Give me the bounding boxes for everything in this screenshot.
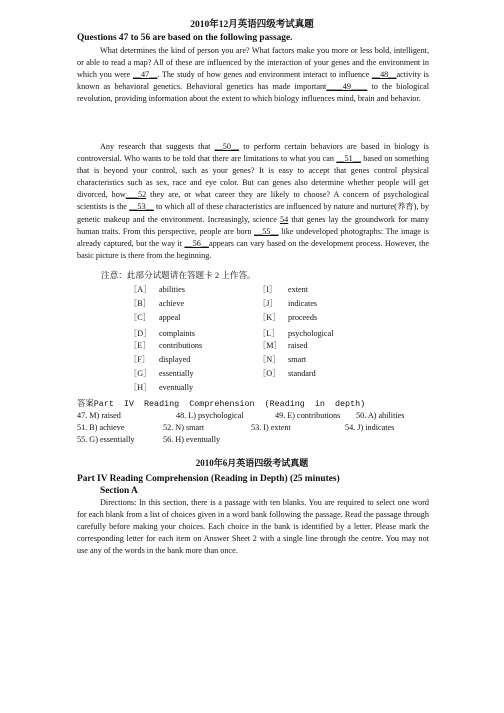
answer-title: 答案Part IV Reading Comprehension (Reading in depth) (77, 399, 366, 409)
section-a-heading: Section A (100, 486, 138, 496)
word-bank-item: ［H］ eventually (129, 383, 194, 392)
word-bank-item: ［A］ abilities (129, 285, 185, 294)
blank-48: __48__ (371, 70, 397, 80)
section-heading: Questions 47 to 56 are based on the following passage. (77, 33, 293, 43)
word-bank-item: ［F］ displayed (129, 355, 191, 364)
answer-item: 55. G) essentially (77, 435, 135, 444)
second-exam-title: 2010年6月英语四级考试真题 (195, 458, 309, 468)
answer-item: 50. A) abilities (356, 411, 405, 420)
answer-item: 51. B) achieve (77, 423, 125, 432)
word-bank-item: ［I］ extent (258, 285, 309, 294)
word-bank-item: ［M］ raised (258, 341, 308, 350)
blank-50: __50__ (214, 142, 240, 151)
blank-49: ____49____ (326, 82, 368, 92)
word-bank-item: ［C］ appeal (129, 313, 181, 322)
blank-54: 54 (280, 214, 289, 224)
passage-paragraph-2: Any research that suggests that __50__ to perform certain behaviors are based in biology is controversial. Who wants to be told that there are limitations to what you can __51__ based on something that is beyond your control, such as your genes? It is easy to accept that genes control physical characteristics such as sex, race and eye color. But can genes also determine whether people will get divorced, how___52 they are, or what career they are likely to choose? A concern of psychological scientists is the __53__ to which all of these characteristics are influenced by nature and nurture(养育), by genetic makeup and the environment. Increasingly, science 54 that genes lay the groundwork for many human traits. From this perspective, people are born __55__ like undeveloped photographs: The image is already captured, but the way it __56__appears can vary based on the development process. However, the basic picture is there from the beginning. (77, 142, 429, 260)
answer-sheet-note: 注意：此部分试题请在答题卡 2 上作答。 (101, 270, 256, 280)
answer-item: 53. I) extent (251, 423, 291, 432)
word-bank-item: ［B］ achieve (129, 299, 184, 308)
word-bank-item: ［N］ smart (258, 355, 307, 364)
answer-item: 52. N) smart (163, 423, 205, 432)
blank-56: __56__ (184, 238, 209, 248)
word-bank-item: ［K］ proceeds (258, 313, 318, 322)
word-bank-item: ［J］ indicates (258, 299, 318, 308)
blank-52: ___52 (125, 190, 147, 200)
blank-51: __51__ (336, 154, 361, 164)
blank-53: __53__ (129, 202, 154, 212)
passage-paragraph-1: What determines the kind of person you are? What factors make you more or less bold, intelligent, or able to read a map? All of these are influenced by the interaction of your genes and the environment in which you were __47__. The study of how genes and environment interact to influence __48__activity is known as behavioral genetics. Behavioral genetics has made important____49____ to the biological revolution, providing information about the extent to which biology influences mind, brain and behavior. (77, 46, 429, 104)
answer-item: 47. M) raised (77, 411, 121, 420)
word-bank-item: ［O］ standard (258, 369, 316, 378)
blank-55: __55__ (254, 226, 279, 236)
document-title: 2010年12月英语四级考试真题 (190, 20, 314, 30)
blank-47: __47__ (132, 70, 158, 80)
word-bank-item: ［L］ psychological (258, 329, 334, 338)
word-bank-item: ［E］ contributions (129, 341, 203, 350)
directions-paragraph: Directions: In this section, there is a passage with ten blanks. You are required to select one word for each blank from a list of choices given in a word bank following the passage. Read the passage through carefully before making your choices. Each choice in the bank is identified by a letter. Please mark the corresponding letter for each item on Answer Sheet 2 with a single line through the centre. You may not use any of the words in the bank more than once. (77, 498, 429, 556)
part-heading: Part IV Reading Comprehension (Reading in Depth) (25 minutes) (77, 474, 340, 484)
answer-item: 49. E) contributions (275, 411, 341, 420)
answer-item: 48. L) psychological (176, 411, 244, 420)
answer-item: 54. J) indicates (345, 423, 395, 432)
answer-item: 56. H) eventually (163, 435, 221, 444)
word-bank-item: ［G］ essentially (129, 369, 194, 378)
word-bank-item: ［D］ complaints (129, 329, 195, 338)
